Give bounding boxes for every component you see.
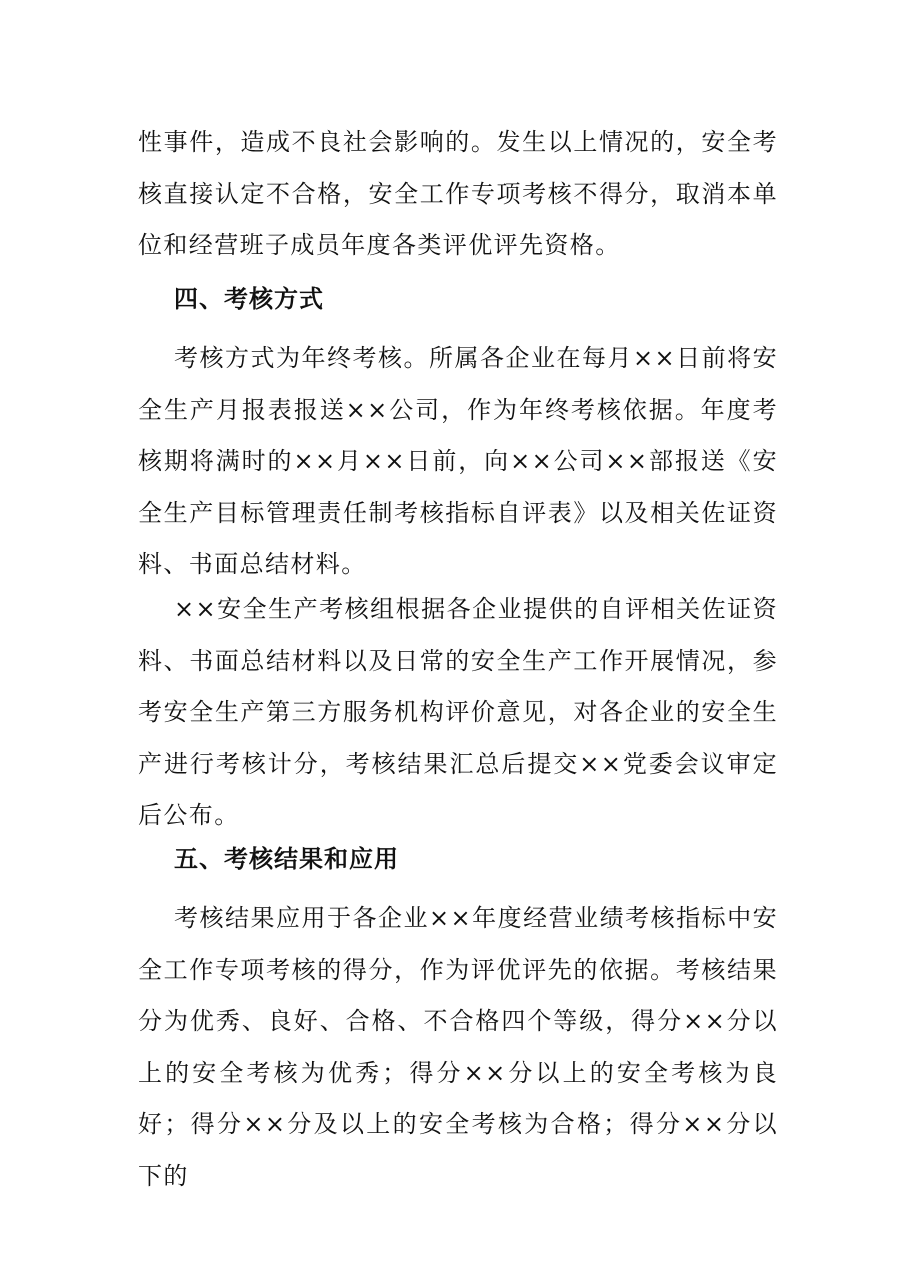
paragraph-assessment-method: 考核方式为年终考核。所属各企业在每月××日前将安全生产月报表报送××公司，作为年终考核依据。年度考核期将满时的××月××日前，向××公司××部报送《安全生产目标管理责任制考核指标自评表》以及相关佐证资料、书面总结材料。 [138,344,778,578]
paragraph-continuation: 性事件，造成不良社会影响的。发生以上情况的，安全考核直接认定不合格，安全工作专项考核不得分，取消本单位和经营班子成员年度各类评优评先资格。 [138,128,778,259]
paragraph-assessment-group: ××安全生产考核组根据各企业提供的自评相关佐证资料、书面总结材料以及日常的安全生产工作开展情况，参考安全生产第三方服务机构评价意见，对各企业的安全生产进行考核计分，考核结果汇总后提交××党委会议审定后公布。 [138,595,778,829]
section-heading-results-application: 五、考核结果和应用 [174,845,399,873]
section-heading-assessment-method: 四、考核方式 [174,285,324,313]
paragraph-results-application: 考核结果应用于各企业××年度经营业绩考核指标中安全工作专项考核的得分，作为评优评先的依据。考核结果分为优秀、良好、合格、不合格四个等级，得分××分以上的安全考核为优秀；得分××分以上的安全考核为良好；得分××分及以上的安全考核为合格；得分××分以下的 [138,904,778,1190]
